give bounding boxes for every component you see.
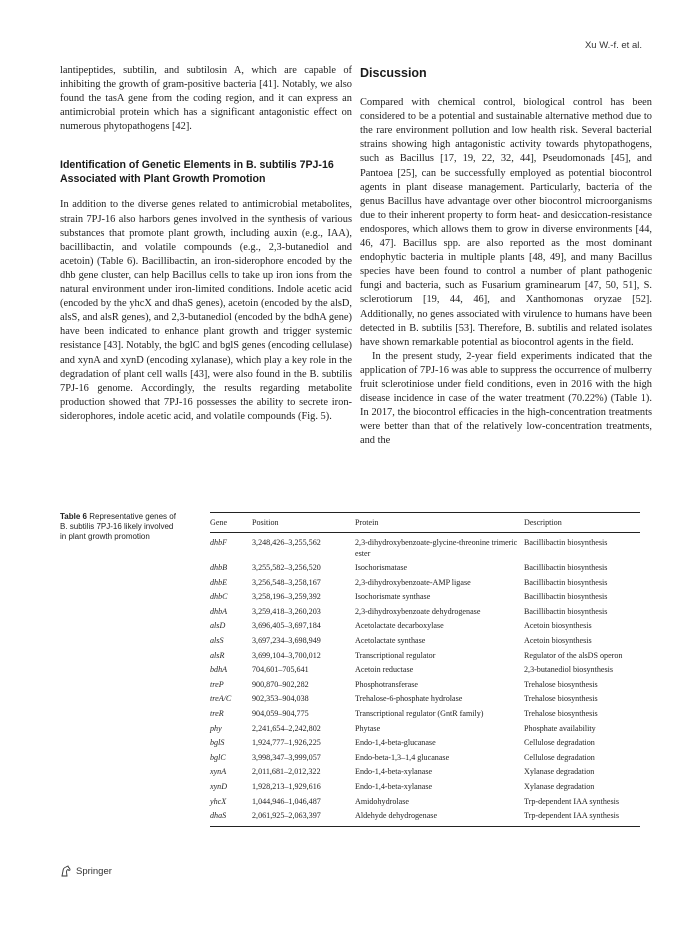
cell-description: Trp-dependent IAA synthesis [524, 809, 640, 826]
cell-gene: dhbE [210, 577, 228, 587]
cell-position: 1,044,946–1,046,487 [252, 796, 321, 806]
cell-description: Bacillibactin biosynthesis [524, 592, 608, 602]
gene-table [210, 512, 640, 827]
cell-position: 3,256,548–3,258,167 [252, 577, 321, 587]
table-row [210, 619, 640, 634]
cell-description: Cellulose degradation [524, 752, 595, 762]
cell-description: Xylanase degradation [524, 767, 595, 777]
section-heading-discussion: Discussion [360, 66, 427, 80]
cell-description: 2,3-butanediol biosynthesis [524, 665, 614, 675]
cell-protein: Amidohydrolase [355, 796, 409, 806]
cell-position: 1,928,213–1,929,616 [252, 782, 321, 791]
cell-protein: 2,3-dihydroxybenzoate dehydrogenase [355, 606, 481, 616]
cell-gene: xynD [210, 782, 228, 791]
table-row [210, 736, 640, 751]
cell-gene: xynA [210, 767, 227, 777]
cell-description: Trehalose biosynthesis [524, 709, 598, 719]
cell-gene: dhbA [210, 606, 228, 616]
table-row [210, 649, 640, 664]
cell-protein: Trehalose-6-phosphate hydrolase [355, 694, 463, 704]
cell-position: 904,059–904,775 [252, 709, 309, 719]
page-footer [60, 865, 112, 877]
cell-position: 900,870–902,282 [252, 679, 309, 689]
cell-protein: Acetolactate decarboxylase [355, 621, 444, 631]
cell-gene: dhbB [210, 563, 228, 573]
table-header-row [210, 513, 640, 533]
cell-gene: treP [210, 679, 224, 689]
cell-description: Bacillibactin biosynthesis [524, 577, 608, 587]
cell-description: Acetoin biosynthesis [524, 621, 592, 631]
table-caption [60, 512, 180, 542]
publisher-name: Springer [76, 865, 112, 877]
gene-table-container [210, 512, 640, 827]
table-row [210, 795, 640, 810]
cell-description: Trp-dependent IAA synthesis [524, 796, 620, 806]
running-head: Xu W.-f. et al. [584, 40, 642, 51]
cell-description: Phosphate availability [524, 723, 596, 733]
table-caption-text: Representative genes of B. subtilis 7PJ-16 likely involved in plant growth promotion [60, 512, 176, 541]
discussion-paragraph-2: In the present study, 2-year field experiments indicated that the application of 7PJ-16 was able to suppress the occurrence of mulberry fruit sclerotiniose under field conditions, even in 2016 with the high disease incidence in case of the water treatment (70.22%) (Table 1). In 2017, the biocontrol efficacies in the high-concentration treatments were better than that of the relatively low-concentration treatments, and the [360, 350, 653, 447]
cell-position: 3,258,196–3,259,392 [252, 592, 321, 602]
right-column [360, 66, 652, 448]
cell-gene: bglS [210, 738, 225, 748]
header-position: Position [252, 513, 355, 533]
cell-position: 3,697,234–3,698,949 [252, 636, 321, 646]
springer-horse-icon [60, 865, 72, 877]
cell-description: Bacillibactin biosynthesis [524, 538, 608, 547]
cell-gene: alsR [210, 650, 225, 660]
table-row [210, 722, 640, 737]
cell-description: Bacillibactin biosynthesis [524, 606, 608, 616]
table-row [210, 678, 640, 693]
cell-position: 2,061,925–2,063,397 [252, 809, 355, 826]
cell-description: Trehalose biosynthesis [524, 694, 598, 704]
table-caption-label: Table 6 [60, 512, 87, 521]
cell-description: Bacillibactin biosynthesis [524, 563, 608, 573]
cell-gene: dhbF [210, 538, 228, 547]
cell-gene: phy [210, 723, 222, 733]
table-row [210, 663, 640, 678]
cell-description: Xylanase degradation [524, 782, 595, 791]
cell-description: Regulator of the alsDS operon [524, 650, 623, 660]
cell-protein: Acetoin reductase [355, 665, 414, 675]
table-row [210, 751, 640, 766]
cell-protein: Endo-1,4-beta-glucanase [355, 738, 436, 748]
table-row [210, 765, 640, 780]
cell-gene: dhbC [210, 592, 228, 602]
cell-protein: Aldehyde dehydrogenase [355, 809, 524, 826]
table-row [210, 780, 640, 795]
cell-position: 3,259,418–3,260,203 [252, 606, 321, 616]
table-row [210, 605, 640, 620]
cell-protein: Endo-1,4-beta-xylanase [355, 782, 433, 791]
cell-position: 2,241,654–2,242,802 [252, 723, 321, 733]
header-protein: Protein [355, 513, 524, 533]
cell-gene: dhaS [210, 809, 252, 826]
cell-position: 3,699,104–3,700,012 [252, 650, 321, 660]
table-row [210, 809, 640, 826]
cell-gene: alsS [210, 636, 224, 646]
cell-protein: Isochorismate synthase [355, 592, 431, 602]
cell-position: 3,248,426–3,255,562 [252, 538, 321, 547]
table-row [210, 634, 640, 649]
section-heading-identification: Identification of Genetic Elements in B. subtilis 7PJ-16 Associated with Plant Growth Promotion [60, 159, 334, 186]
cell-position: 2,011,681–2,012,322 [252, 767, 321, 777]
cell-position: 704,601–705,641 [252, 665, 309, 675]
cell-protein: Transcriptional regulator [355, 650, 436, 660]
left-column [60, 64, 352, 424]
cell-description: Trehalose biosynthesis [524, 679, 598, 689]
cell-protein: Acetolactate synthase [355, 636, 426, 646]
discussion-paragraph-1: Compared with chemical control, biological control has been considered to be a potential and sustainable alternative method due to the rare environment pollution and low health risk. Several bacterial strains showing high antagonistic activity towards phytopathogens, such as Bacillus [17, 19, 22, 32, 44], Pseudomonads [45], and Pantoea [25], can be successfully employed as potential biocontrol agents in plant disease management. Particularly, bacteria of the genus Bacillus have advantage over other biocontrol microorganisms due to their inherent property to form heat- and desiccation-resistance endospores, which allows them to grow in diverse environments [44, 46, 47]. Bacillus spp. are also reported as the most dominant endophytic bacteria in multiple plants [48, 49], and many Bacillus species have been found to control a number of plant pathogenic fungi and bacteria, such as Fusarium graminearum [47, 50, 51], S. sclerotiorum [19, 44, 46], and Xanthomonas oryzae [52]. Additionally, no genes associated with virulence to humans have been detected in B. subtilis [53]. Therefore, B. subtilis and related isolates have shown remarkable potential as biocontrol agents in the field. [360, 97, 652, 348]
cell-protein: 2,3-dihydroxybenzoate-AMP ligase [355, 577, 471, 587]
table-row [210, 576, 640, 591]
header-description: Description [524, 513, 640, 533]
cell-gene: treA/C [210, 694, 232, 704]
cell-protein: Transcriptional regulator (GntR family) [355, 709, 484, 719]
cell-gene: bdhA [210, 665, 228, 675]
left-paragraph-main: In addition to the diverse genes related to antimicrobial metabolites, strain 7PJ-16 also harbors genes involved in the synthesis of various substances that promote plant growth, including auxin (e.g., IAA), bacillibactin, and volatile compounds (e.g., 2,3-butanediol and acetoin) (Table 6). Bacillibactin, an iron-siderophore encoded by the dhb gene cluster, can help Bacillus cells to take up iron ions from the natural environment under iron-limited conditions. Indole acetic acid (encoded by the yhcX and dhaS genes), acetoin (encoded by the alsD, alsS, and alsR genes), and 2,3-butanediol (encoded by the bdhA gene) have been indicated to enhance plant growth and trigger systemic resistance [43]. Notably, the bglC and bglS genes (encoding cellulase) and xynA and xynD (encoding xylanase), which play a key role in the degradation of plant cell walls [43], were also found in the B. subtilis 7PJ-16 genome. Accordingly, the results regarding metabolite production showed that 7PJ-16 possesses the ability to secrete iron-siderophores, indole acetic acid, and volatile compounds (Fig. 5). [60, 199, 352, 422]
cell-position: 3,696,405–3,697,184 [252, 621, 321, 631]
cell-position: 902,353–904,038 [252, 694, 309, 704]
cell-protein: Phosphotransferase [355, 679, 418, 689]
cell-description: Acetoin biosynthesis [524, 636, 592, 646]
table-row [210, 707, 640, 722]
table-row [210, 533, 640, 562]
cell-position: 3,255,582–3,256,520 [252, 563, 321, 573]
cell-protein: 2,3-dihydroxybenzoate-glycine-threonine trimeric ester [355, 538, 518, 558]
cell-protein: Endo-beta-1,3–1,4 glucanase [355, 752, 450, 762]
header-gene: Gene [210, 513, 252, 533]
cell-gene: bglC [210, 752, 226, 762]
table-body [210, 533, 640, 827]
cell-protein: Endo-1,4-beta-xylanase [355, 767, 433, 777]
cell-gene: alsD [210, 621, 226, 631]
cell-protein: Phytase [355, 723, 381, 733]
cell-protein: Isochorismatase [355, 563, 408, 573]
table-row [210, 692, 640, 707]
cell-gene: yhcX [210, 796, 227, 806]
cell-position: 1,924,777–1,926,225 [252, 738, 321, 748]
cell-gene: treR [210, 709, 224, 719]
left-paragraph-continued: lantipeptides, subtilin, and subtilosin A, which are capable of inhibiting the growth of gram-positive bacteria [41]. Notably, we also found the tasA gene from the coding region, and it can express an antimicrobial protein which has a significant antagonistic effect on numerous phytopathogens [42]. [60, 65, 352, 133]
table-row [210, 561, 640, 576]
table-row [210, 590, 640, 605]
cell-description: Cellulose degradation [524, 738, 595, 748]
cell-position: 3,998,347–3,999,057 [252, 752, 321, 762]
